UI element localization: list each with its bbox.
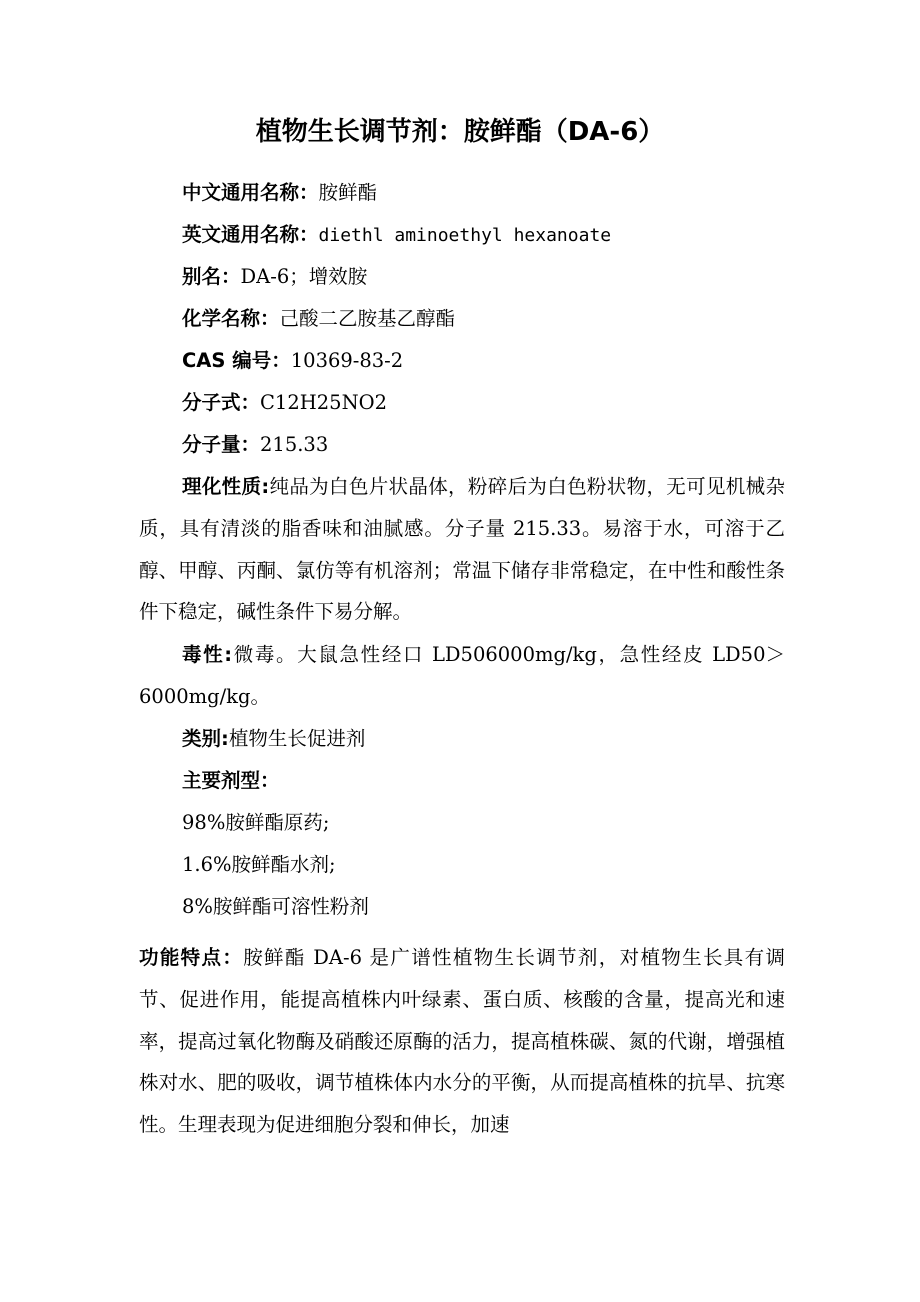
- list-item: 1.6%胺鲜酯水剂;: [182, 853, 336, 876]
- toxicity-label: 毒性:: [182, 643, 233, 666]
- field-chemical-name: [182, 304, 455, 334]
- field-label: CAS 编号：: [182, 349, 291, 372]
- field-formula: [182, 388, 387, 418]
- formulations-label: 主要剂型：: [182, 769, 280, 792]
- field-cas: [182, 346, 403, 376]
- field-chinese-name: [182, 178, 377, 208]
- field-molecular-weight: [182, 430, 328, 460]
- field-label: 别名：: [182, 265, 241, 288]
- document-title: 植物生长调节剂：胺鲜酯（DA-6）: [255, 117, 665, 147]
- field-label: 分子式：: [182, 391, 261, 414]
- list-item: 98%胺鲜酯原药;: [182, 811, 330, 834]
- field-value: C12H25NO2: [260, 391, 388, 414]
- field-label: 类别:: [182, 727, 229, 750]
- list-item: 8%胺鲜酯可溶性粉剂: [182, 895, 369, 918]
- toxicity-paragraph: [139, 634, 785, 718]
- field-value: 胺鲜酯: [318, 181, 378, 204]
- field-alias: [182, 262, 367, 292]
- field-category: [182, 724, 365, 754]
- features-label: 功能特点：: [139, 946, 244, 969]
- formulations-heading: [182, 766, 280, 796]
- field-value: 己酸二乙胺基乙醇酯: [279, 307, 456, 330]
- field-english-name: [182, 220, 611, 251]
- field-value: 植物生长促进剂: [228, 727, 366, 750]
- field-value: diethl aminoethyl hexanoate: [318, 225, 612, 246]
- field-label: 分子量：: [182, 433, 261, 456]
- features-text: 胺鲜酯 DA-6 是广谱性植物生长调节剂，对植物生长具有调节、促进作用，能提高植株内叶绿素、蛋白质、核酸的含量，提高光和速率，提高过氧化物酶及硝酸还原酶的活力，提高植株碳、氮的代谢，增强植株对水、肥的吸收，调节植株体内水分的平衡，从而提高植株的抗旱、抗寒性。生理表现为促进细胞分裂和伸长，加速: [139, 946, 785, 1137]
- field-label: 英文通用名称：: [182, 223, 319, 246]
- field-label: 中文通用名称：: [182, 181, 319, 204]
- properties-paragraph: [139, 466, 785, 633]
- features-paragraph: [139, 937, 785, 1146]
- properties-label: 理化性质:: [182, 475, 270, 498]
- field-label: 化学名称：: [182, 307, 280, 330]
- properties-text: 纯品为白色片状晶体，粉碎后为白色粉状物，无可见机械杂质，具有清淡的脂香味和油腻感。分子量 215.33。易溶于水，可溶于乙醇、甲醇、丙酮、氯仿等有机溶剂；常温下储存非常稳定，在中性和酸性条件下稳定，碱性条件下易分解。: [139, 475, 785, 624]
- field-value: 215.33: [260, 433, 329, 456]
- field-value: DA-6；增效胺: [240, 265, 368, 288]
- field-value: 10369-83-2: [290, 349, 404, 372]
- toxicity-text: 微毒。大鼠急性经口 LD506000mg/kg，急性经皮 LD50＞6000mg/kg。: [139, 643, 785, 708]
